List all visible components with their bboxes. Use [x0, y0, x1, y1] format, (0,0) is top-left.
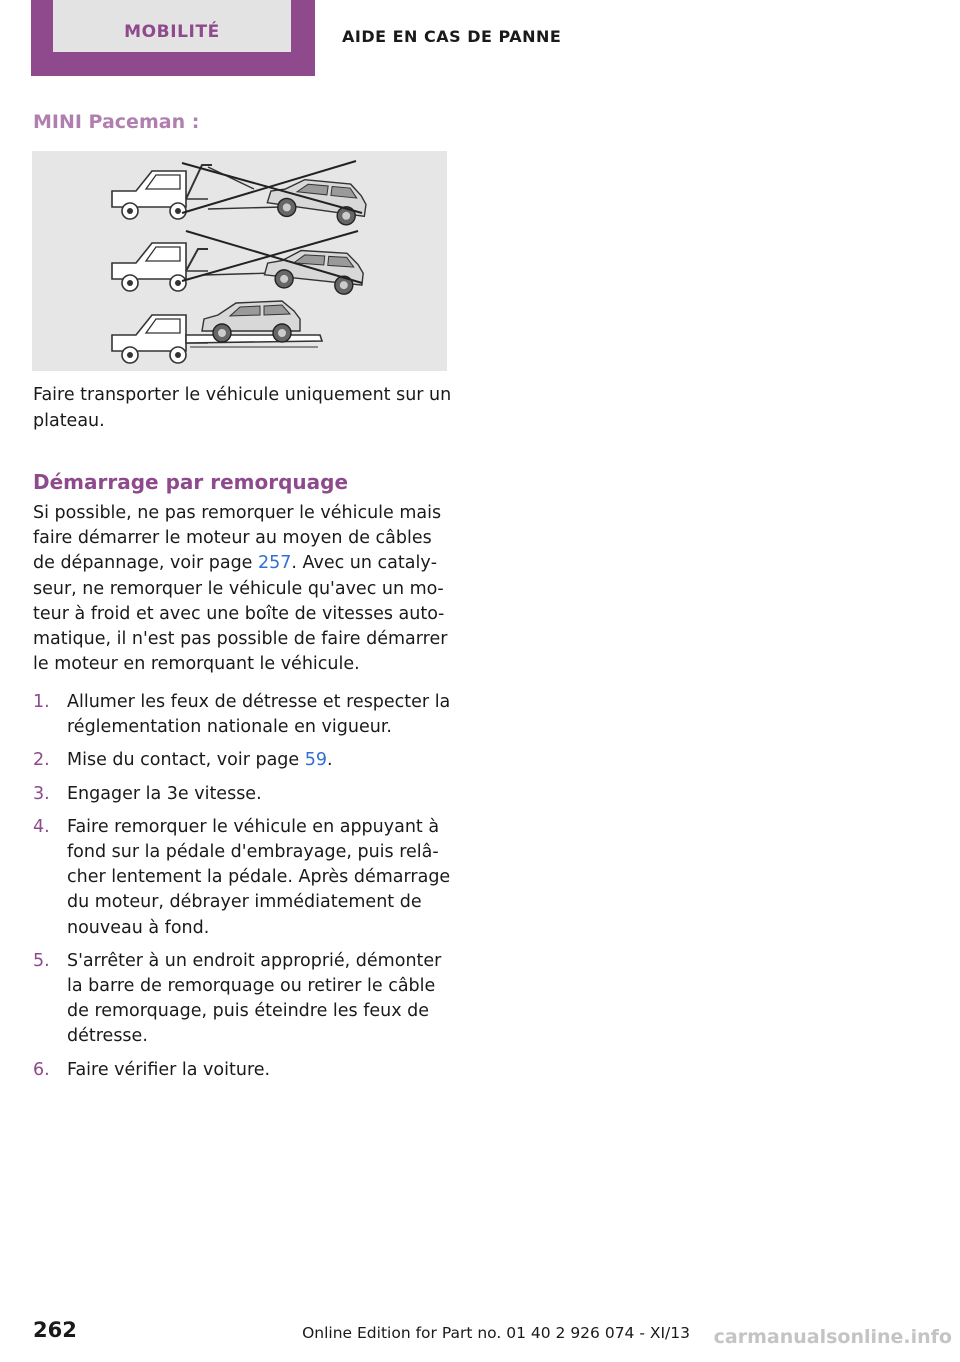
edition-footer: Online Edition for Part no. 01 40 2 926 074 - XI/13 — [302, 1324, 690, 1342]
crane-tow-drawing — [112, 161, 368, 227]
list-item — [33, 815, 453, 941]
list-item — [33, 782, 453, 807]
section-tab — [31, 0, 315, 76]
step-text-end: . — [327, 750, 333, 771]
wheel-lift-tow-drawing — [112, 231, 365, 296]
steps-list — [33, 690, 453, 1091]
towing-methods-drawing — [32, 151, 447, 371]
section-tab-label: MOBILITÉ — [124, 22, 220, 42]
flatbed-transport-drawing — [112, 301, 322, 363]
step-number: 4. — [33, 816, 50, 837]
intro-paragraph — [33, 501, 453, 677]
step-number: 6. — [33, 1059, 50, 1080]
page-link-257[interactable]: 257 — [258, 553, 292, 574]
section-tab-inner — [53, 0, 291, 52]
list-item — [33, 690, 453, 740]
step-text: Faire remorquer le véhicule en appuyant à fond sur la pédale d'embrayage, puis relâcher lentement la pédale. Après démarrage du moteur, débrayer immédiatement de nouveau à fond. — [67, 816, 451, 938]
section-heading: Démarrage par remorquage — [33, 470, 349, 494]
paragraph-text: Si possible, ne pas remorquer le véhicule mais faire démarrer le moteur au moyen de câbles de dépannage, voir page — [33, 503, 442, 574]
figure-caption: Faire transporter le véhicule uniquement sur un plateau. — [33, 385, 452, 431]
step-number: 5. — [33, 950, 50, 971]
paragraph-text-continued: . Avec un catalyseur, ne remorquer le véhicule qu'avec un moteur à froid et avec une boîte de vitesses automatique, il n'est pas possible de faire démarrer le moteur en remorquant le véhicule. — [33, 553, 448, 675]
step-number: 2. — [33, 750, 50, 771]
watermark: carmanualsonline.info — [713, 1326, 952, 1348]
list-item — [33, 748, 453, 773]
step-number: 1. — [33, 692, 50, 712]
step-text: Faire vérifier la voiture. — [67, 1059, 271, 1080]
step-text: Engager la 3e vitesse. — [67, 783, 262, 804]
step-text: Allumer les feux de détresse et respecter la réglementation nationale en vigueur. — [67, 692, 451, 738]
towing-illustration — [32, 151, 447, 371]
page-number: 262 — [33, 1318, 77, 1342]
chapter-title: AIDE EN CAS DE PANNE — [342, 27, 562, 46]
figure-title: MINI Paceman : — [33, 111, 200, 133]
page-link-59[interactable]: 59 — [304, 750, 328, 771]
step-text: Mise du contact, voir page — [67, 750, 305, 771]
list-item — [33, 1058, 453, 1083]
step-number: 3. — [33, 783, 50, 804]
list-item — [33, 949, 453, 1050]
step-text: S'arrêter à un endroit approprié, démonter la barre de remorquage ou retirer le câble de remorquage, puis éteindre les feux de détresse. — [67, 950, 442, 1047]
